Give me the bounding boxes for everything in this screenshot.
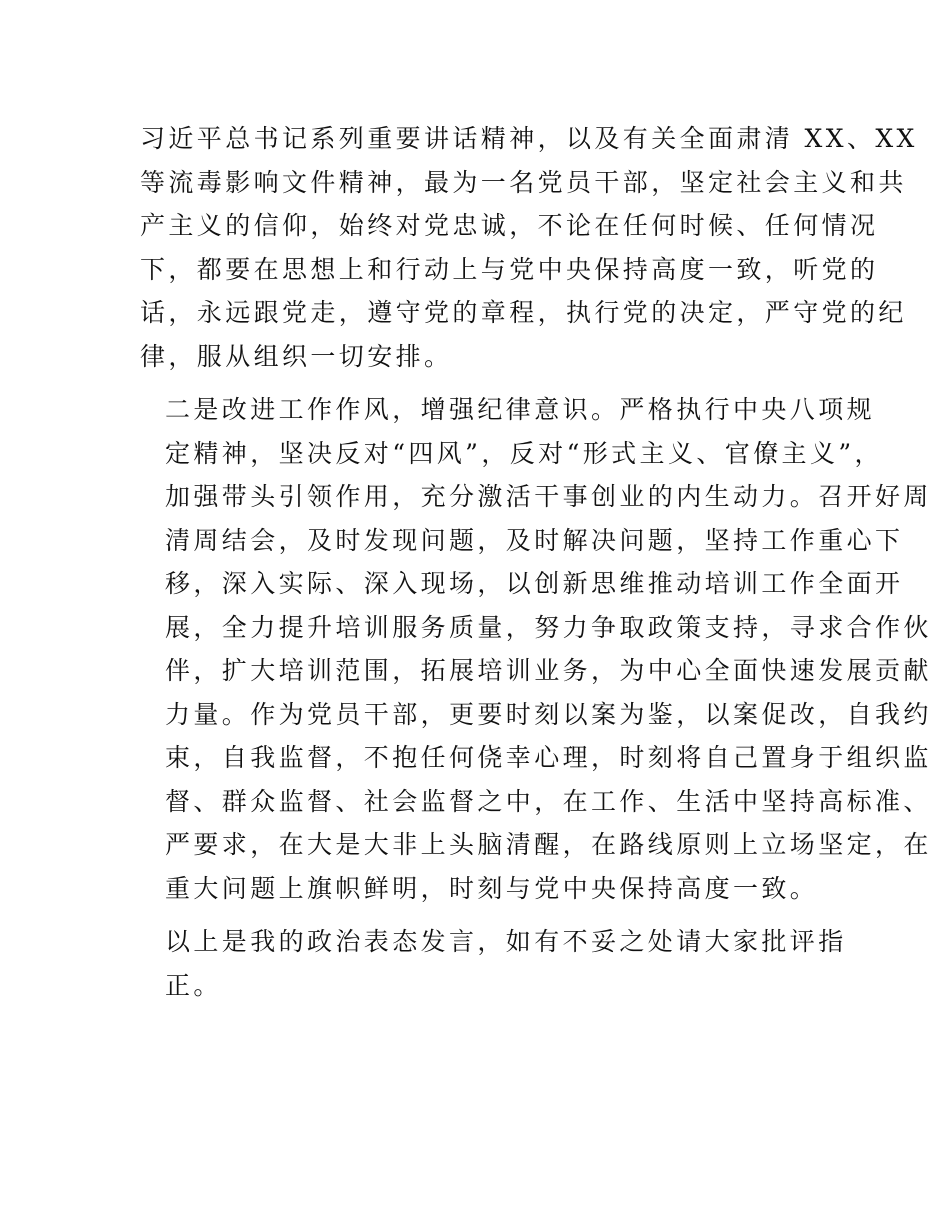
paragraph-closing-statement: [140, 920, 847, 1007]
text-line: 二是改进工作作风，增强纪律意识。严格执行中央八项规: [165, 395, 876, 424]
text-line: 重大问题上旗帜鲜明，时刻与党中央保持高度一致。: [165, 873, 819, 903]
text-line: 展，全力提升培训服务质量，努力争取政策支持，寻求合作伙: [165, 612, 932, 642]
text-line: 力量。作为党员干部，更要时刻以案为鉴，以案促改，自我约: [165, 699, 932, 729]
text-line: 加强带头引领作用，充分激活干事创业的内生动力。召开好周: [165, 482, 932, 511]
text-line: 等流毒影响文件精神，最为一名党员干部，坚定社会主义和共: [140, 167, 907, 197]
text-line: 移，深入实际、深入现场，以创新思维推动培训工作全面开: [165, 569, 904, 598]
text-line: 习近平总书记系列重要讲话精神，以及有关全面肃清 XX、XX: [140, 124, 918, 153]
paragraph-party-loyalty: [140, 117, 918, 378]
text-line: 清周结会，及时发现问题，及时解决问题，坚持工作重心下: [165, 525, 904, 555]
document-body: [140, 117, 932, 1007]
text-line: 严要求，在大是大非上头脑清醒，在路线原则上立场坚定，在: [165, 830, 932, 859]
text-line: 束，自我监督，不抱任何侥幸心理，时刻将自己置身于组织监: [165, 743, 932, 772]
text-line: 以上是我的政治表态发言，如有不妥之处请大家批评指: [165, 927, 847, 956]
text-line: 督、群众监督、社会监督之中，在工作、生活中坚持高标准、: [165, 786, 932, 816]
text-line: 定精神，坚决反对“四风”，反对“形式主义、官僚主义”，: [165, 438, 883, 468]
text-line: 律，服从组织一切安排。: [140, 341, 453, 371]
text-line: 正。: [165, 970, 222, 1000]
text-line: 下，都要在思想上和行动上与党中央保持高度一致，听党的: [140, 254, 879, 284]
text-line: 产主义的信仰，始终对党忠诚，不论在任何时候、任何情况: [140, 211, 879, 240]
text-line: 伴，扩大培训范围，拓展培训业务，为中心全面快速发展贡献: [165, 656, 932, 685]
paragraph-work-style: [140, 388, 932, 910]
text-line: 话，永远跟党走，遵守党的章程，执行党的决定，严守党的纪: [140, 298, 907, 327]
